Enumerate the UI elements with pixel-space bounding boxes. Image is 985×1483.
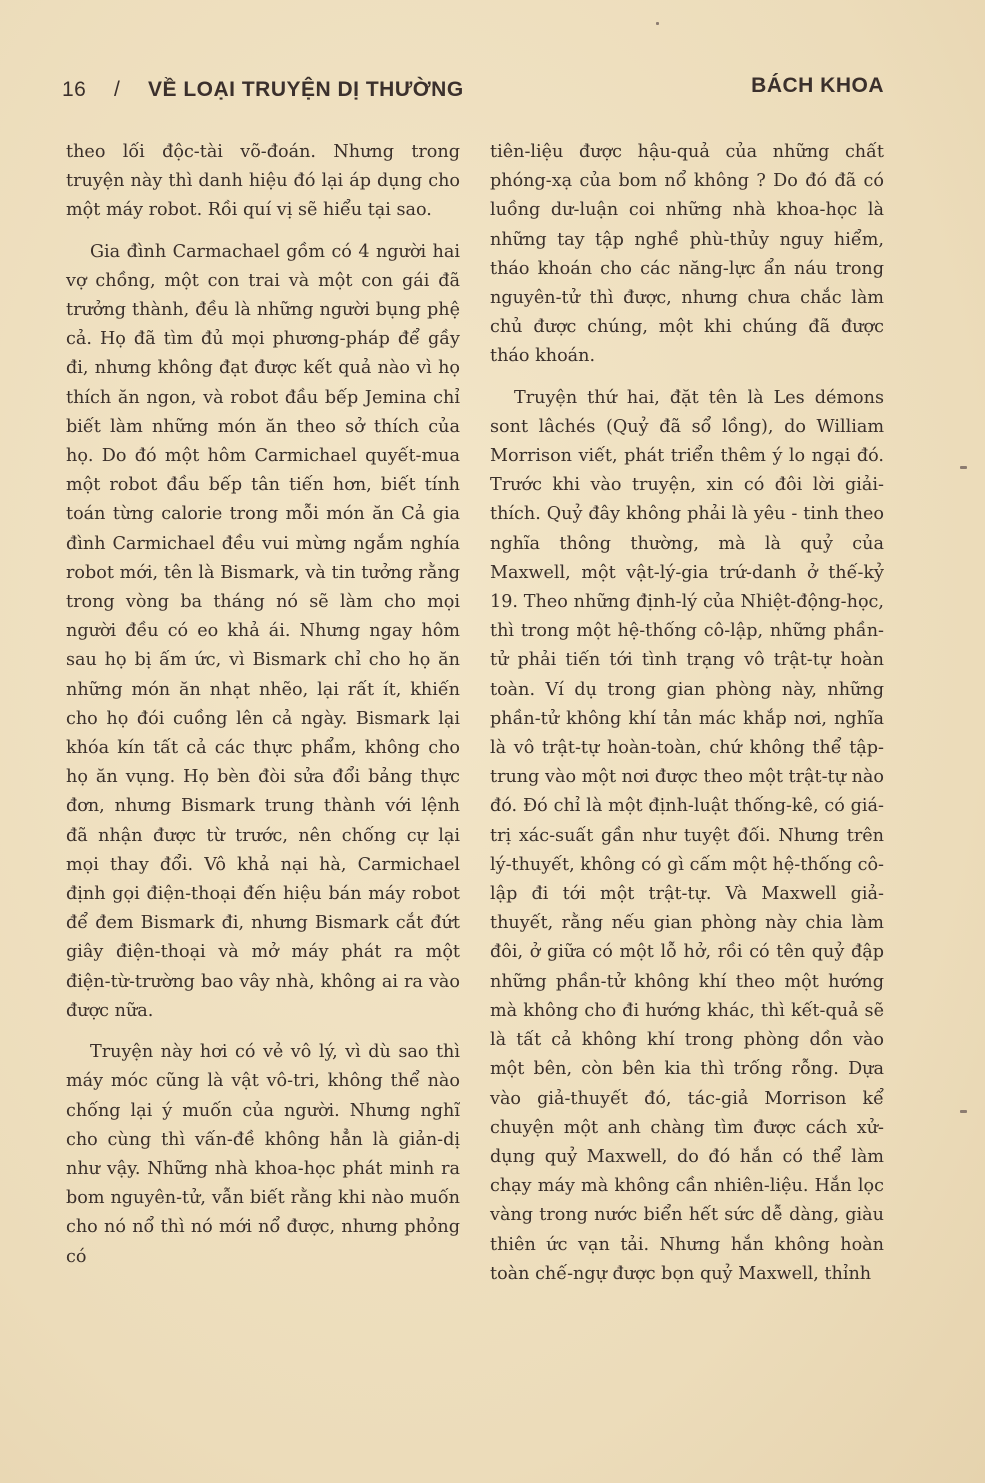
paragraph: Gia đình Carmachael gồm có 4 người hai vợ chồng, một con trai và một con gái đã trưởng thành, đều là những người bụng phệ cả. Họ đã tìm đủ mọi phương-pháp để gầy đi, nhưng không đạt được kết quả nào vì họ thích ăn ngon, và robot đầu bếp Jemina chỉ biết làm những món ăn theo sở thích của họ. Do đó một hôm Carmichael quyết-mua một robot đầu bếp tân tiến hơn, biết tính toán từng calorie trong mỗi món ăn Cả gia đình Carmichael đều vui mừng ngắm nghía robot mới, tên là Bismark, và tin tưởng rằng trong vòng ba tháng nó sẽ làm cho mọi người đều có eo khả ái. Nhưng ngay hôm sau họ bị ấm ức, vì Bismark chỉ cho họ ăn những món ăn nhạt nhẽo, lại rất ít, khiến cho họ đói cuồng lên cả ngày. Bismark lại khóa kín tất cả các thực phẩm, không cho họ ăn vụng. Họ bèn đòi sửa đổi bảng thực đơn, nhưng Bismark trung thành với lệnh đã nhận được từ trước, nên chống cự lại mọi thay đổi. Vô khả nại hà, Carmichael định gọi điện-thoại đến hiệu bán máy robot để đem Bismark đi, nhưng Bismark cắt đứt giây điện-thoại và mở máy phát ra một điện-từ-trường bao vây nhà, không ai ra vào được nữa.: [66, 241, 460, 1021]
magazine-name: BÁCH KHOA: [751, 74, 884, 97]
margin-mark: [960, 466, 967, 469]
page-number: 16: [62, 78, 87, 101]
margin-mark: [656, 22, 659, 25]
paragraph: Truyện thứ hai, đặt tên là Les démons sont lâchés (Quỷ đã sổ lồng), do William Morrison viết, phát triển thêm ý lo ngại đó. Trước khi vào truyện, xin có đôi lời giải-thích. Quỷ đây không phải là yêu - tinh theo nghĩa thông thường, mà là quỷ của Maxwell, một vật-lý-gia trứ-danh ở thế-kỷ 19. Theo những định-lý của Nhiệt-động-học, thì trong một hệ-thống cô-lập, những phần-tử phải tiến tới tình trạng vô trật-tự hoàn toàn. Ví dụ trong gian phòng này, những phần-tử không khí tản mác khắp nơi, nghĩa là vô trật-tự hoàn-toàn, chứ không thể tập-trung vào một nơi được theo một trật-tự nào đó. Đó chỉ là một định-luật thống-kê, có giá-trị xác-suất gần như tuyệt đối. Nhưng trên lý-thuyết, không có gì cấm một hệ-thống cô-lập đi tới một trật-tự. Và Maxwell giả-thuyết, rằng nếu gian phòng này chia làm đôi, ở giữa có một lỗ hở, rồi có tên quỷ đập những phần-tử không khí theo một hướng mà không cho đi hướng khác, thì kết-quả sẽ là tất cả không khí trong phòng dồn vào một bên, còn bên kia thì trống rỗng. Dựa vào giả-thuyết đó, tác-giả Morrison kể chuyện một anh chàng tìm được cách xử-dụng quỷ Maxwell, do đó hắn có thể làm chạy máy mà không cần nhiên-liệu. Hắn lọc vàng trong nước biển hết sức dễ dàng, giàu thiên ức vạn tải. Nhưng hắn không hoàn toàn chế-ngự được bọn quỷ Maxwell, thỉnh: [490, 387, 884, 1284]
paragraph: Truyện này hơi có vẻ vô lý, vì dù sao thì máy móc cũng là vật vô-tri, không thể nào chống lại ý muốn của người. Nhưng nghĩ cho cùng thì vấn-đề không hẳn là giản-dị như vậy. Những nhà khoa-học phát minh ra bom nguyên-tử, vẫn biết rằng khi nào muốn cho nó nổ thì nó mới nổ được, nhưng phỏng có: [66, 1042, 460, 1267]
running-header: [62, 74, 884, 108]
header-separator: /: [114, 78, 121, 101]
right-text-column: [490, 138, 884, 1289]
margin-mark: [960, 1110, 967, 1113]
left-text-column: [66, 138, 460, 1272]
paragraph: theo lối độc-tài võ-đoán. Nhưng trong truyện này thì danh hiệu đó lại áp dụng cho một máy robot. Rồi quí vị sẽ hiểu tại sao.: [66, 142, 460, 221]
paragraph: tiên-liệu được hậu-quả của những chất phóng-xạ của bom nổ không ? Do đó đã có luồng dư-luận coi những nhà khoa-học là những tay tập nghề phù-thủy nguy hiểm, tháo khoán cho các năng-lực ẩn náu trong nguyên-tử thì được, nhưng chưa chắc làm chủ được chúng, một khi chúng đã được tháo khoán.: [490, 142, 884, 367]
section-title: VỀ LOẠI TRUYỆN DỊ THƯỜNG: [148, 78, 464, 101]
